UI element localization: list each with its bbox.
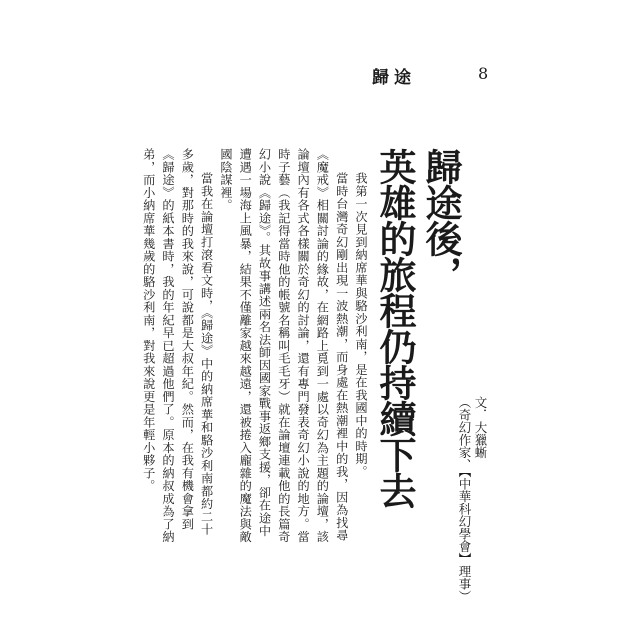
- headline-line-1: 歸途後，: [419, 148, 463, 292]
- byline-author: 文．大獵蜥: [473, 396, 488, 459]
- running-header-title: 歸途: [372, 68, 416, 88]
- article-body: [141, 148, 370, 548]
- paragraph-1: 我第一次見到納席華與駱沙利南，是在我國中的時期。: [354, 172, 368, 479]
- paragraph-2: 當時台灣奇幻剛出現一波熱潮，而身處在熱潮裡中的我，因為找尋《魔戒》相關討論的緣故，在網路上覓到一處以奇幻為主題的論壇，該論壇內有各式各樣關於奇幻的討論，還有專門發表奇幻小說的地方。當時子藝（我記得當時他的帳號名稱叫毛毛牙）就在論壇連載他的長篇奇幻小說《歸途》。其故事講述兩名法師因國家戰事返鄉支援，卻在途中遭遇一場海上風暴，結果不僅離家越來越遠，還被捲入龐雜的魔法與敵國陰謀裡。: [218, 148, 349, 544]
- paragraph-3: 當我在論壇打滾看文時，《歸途》中的納席華和駱沙利南都約二十多歲，對那時的我來說，可說都是大叔年紀。然而，在我有機會拿到《歸途》的紙本書時，我的年紀早已超過他們了。原本的納叔成為了納弟，而小納席華幾歲的駱沙利南，對我來說更是年輕小夥子。: [141, 148, 214, 544]
- headline-line-2: 英雄的旅程仍持續下去: [373, 148, 417, 508]
- byline-credentials: （奇幻作家、【中華科幻學會】理事）: [457, 396, 472, 603]
- page-number: 8: [478, 64, 489, 83]
